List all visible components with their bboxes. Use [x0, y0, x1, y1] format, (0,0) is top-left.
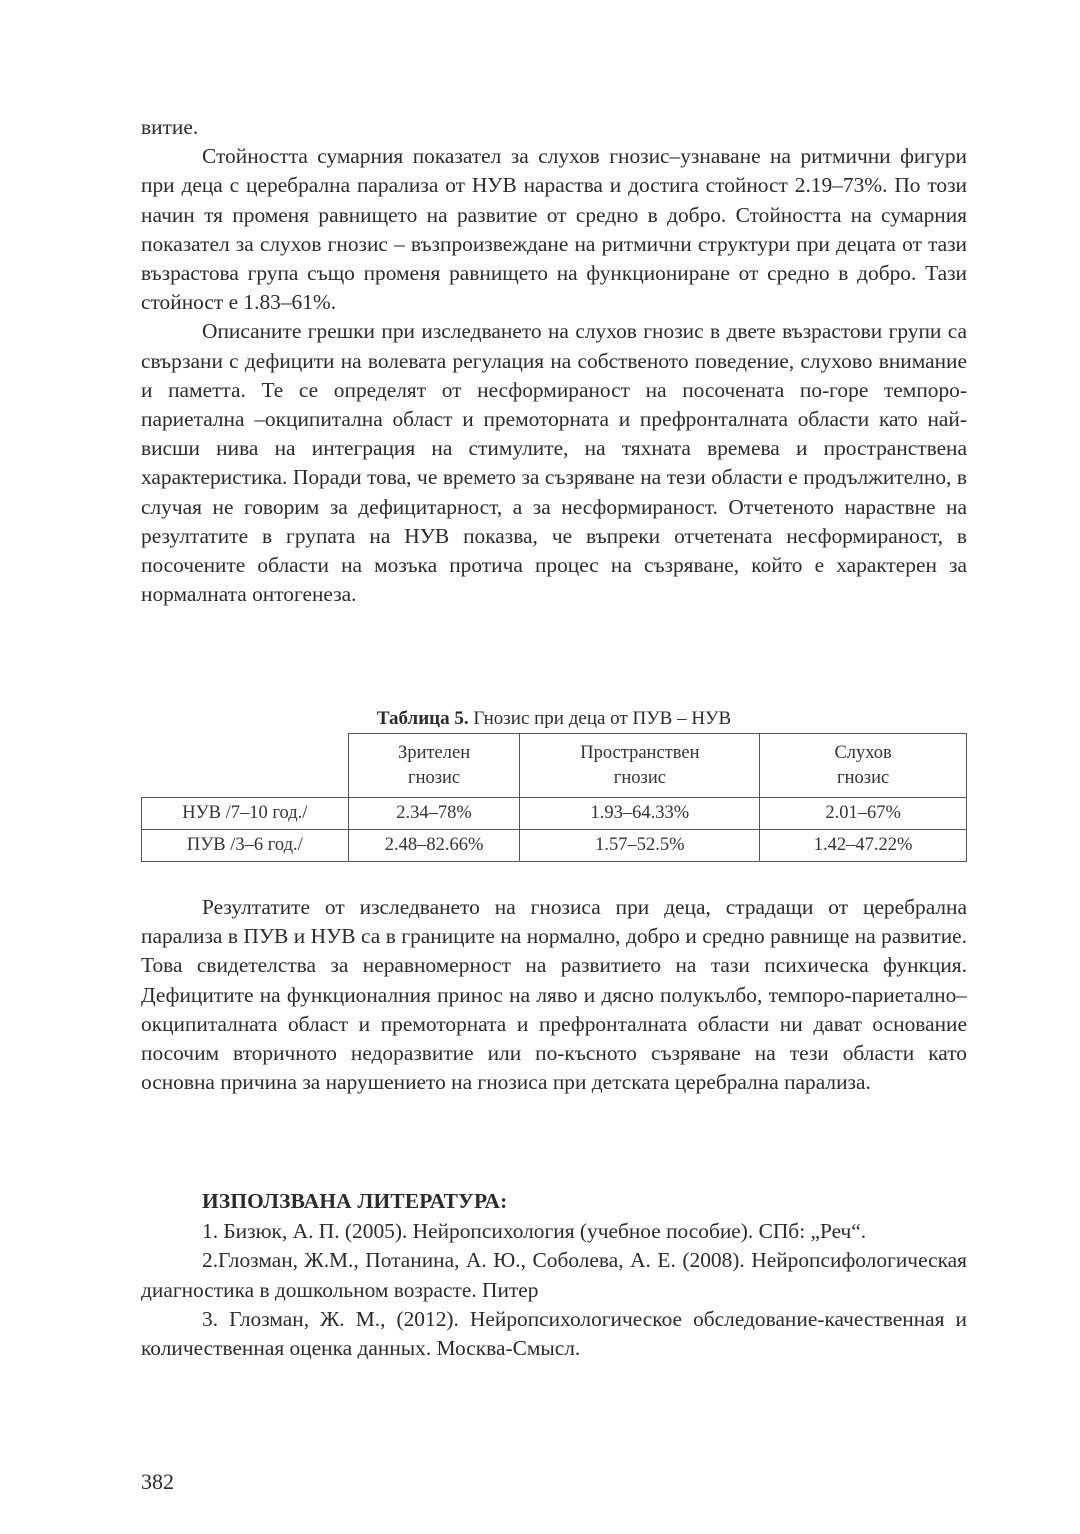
- gnosis-table: [141, 733, 967, 862]
- cell-auditory: 2.01–67%: [760, 798, 967, 830]
- paragraph-conclusion: Резултатите от изследването на гнозиса при деца, страдащи от церебрална парализа в ПУВ и НУВ са в границите на нормално, добро и средно равнище на развитие. Това свидетелства за неравномерност на развитието на тази психическа функция. Дефицитите на функционалния принос на ляво и дясно полукълбо, темпоро-париетално–окципиталната област и премоторната и префронталната области ни дават основание посочим вторичното недоразвитие или по-късното съзряване на тези области като основна причина за нарушението на гнозиса при детската церебрална парализа.: [141, 895, 967, 1095]
- table-header-row: [142, 734, 967, 798]
- row-label: НУВ /7–10 год./: [142, 798, 349, 830]
- table-caption-label: Таблица 5.: [376, 708, 469, 729]
- reference-item: 2.Глозман, Ж.М., Потанина, А. Ю., Соболева, А. Е. (2008). Нейропсифологическая диагностика в дошкольном возрасте. Питер: [141, 1248, 967, 1302]
- paragraph-errors: Описаните грешки при изследването на слухов гнозис в двете възрастови групи са свързани с дефицити на волевата регулация на собственото поведение, слухово внимание и паметта. Те се определят от несформираност на посочената по-горе темпоро-париетална –окципитална област и премоторната и префронталната области като най-висши нива на интеграция на стимулите, на тяхната времева и пространствена характеристика. Поради това, че времето за съзряване на тези области е продължително, в случая не говорим за дефицитарност, а за несформираност. Отчетеното нараствне на резултатите в групата на НУВ показва, че въпреки отчетената несформираност, в посочените области на мозъка протича процес на съзряване, който е характерен за нормалната онтогенеза.: [141, 319, 967, 607]
- paragraph-continuation: витие.: [141, 115, 199, 139]
- table-caption-text: Гнозис при деца от ПУВ – НУВ: [468, 708, 732, 729]
- table-header-empty: [142, 734, 349, 798]
- reference-item: 1. Бизюк, А. П. (2005). Нейропсихология (учебное пособие). СПб: „Реч“.: [202, 1219, 867, 1244]
- row-label: ПУВ /3–6 год./: [142, 830, 349, 862]
- body-text-conclusion: [141, 893, 967, 1097]
- table-row: [142, 798, 967, 830]
- paragraph-auditory-gnosis: Стойността сумарния показател за слухов гнозис–узнаване на ритмични фигури при деца с церебрална парализа от НУВ нараства и достига стойност 2.19–73%. По този начин тя променя равнището на развитие от средно в добро. Стойността на сумарния показател за слухов гнозис – възпроизвеждане на ритмични структури при децата от тази възрастова група също променя равнището на функциониране от средно в добро. Тази стойност е 1.83–61%.: [141, 144, 967, 315]
- table-header-spatial: Пространствен гнозис: [520, 734, 760, 798]
- page-number: 382: [141, 1469, 174, 1494]
- table-row: [142, 830, 967, 862]
- cell-visual: 2.48–82.66%: [348, 830, 520, 862]
- cell-auditory: 1.42–47.22%: [760, 830, 967, 862]
- references-heading: ИЗПОЛЗВАНА ЛИТЕРАТУРА:: [202, 1189, 508, 1213]
- table-header-visual: Зрителен гнозис: [348, 734, 520, 798]
- table-caption: [141, 706, 967, 732]
- table-header-auditory: Слухов гнозис: [760, 734, 967, 798]
- cell-spatial: 1.93–64.33%: [520, 798, 760, 830]
- cell-visual: 2.34–78%: [348, 798, 520, 830]
- cell-spatial: 1.57–52.5%: [520, 830, 760, 862]
- reference-item: 3. Глозман, Ж. М., (2012). Нейропсихологическое обследование-качественная и количественная оценка данных. Москва-Смысл.: [141, 1306, 967, 1361]
- body-text-top: [141, 113, 967, 609]
- references-section: [141, 1187, 967, 1363]
